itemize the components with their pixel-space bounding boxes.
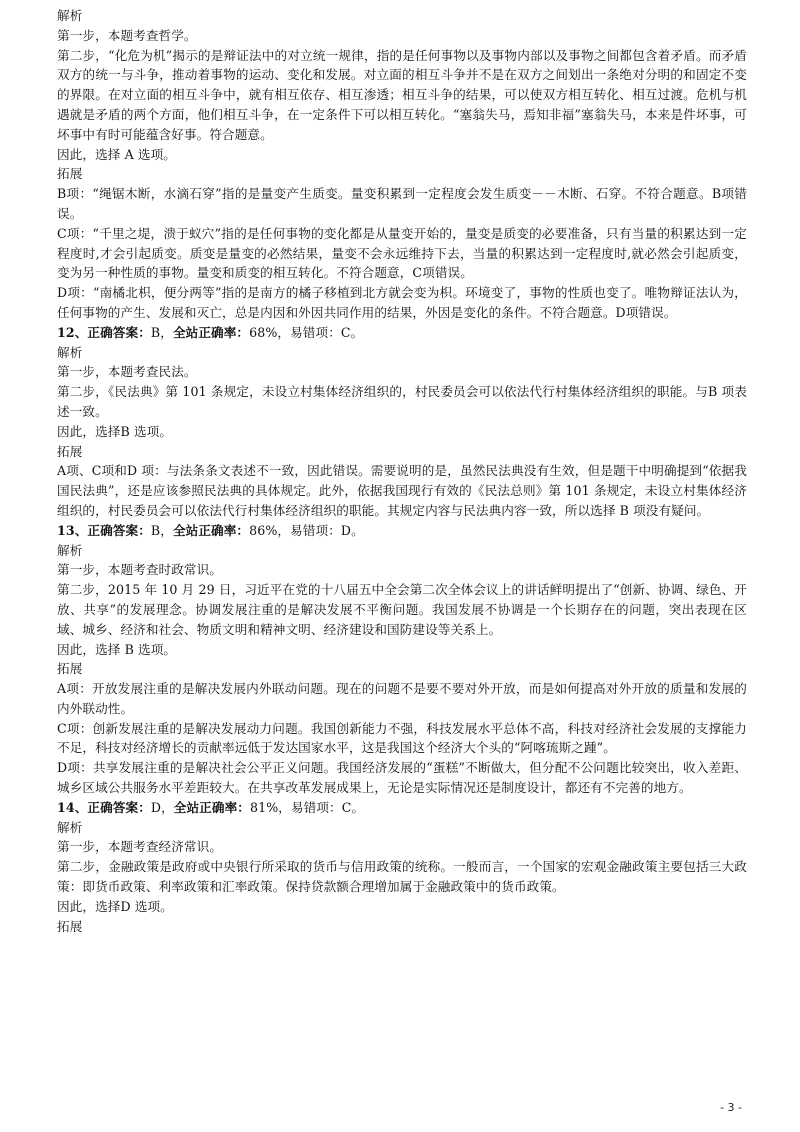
paragraph: B项：“绳锯木断，水滴石穿”指的是量变产生质变。量变积累到一定程度会发生质变－－木断、石穿。不符合题意。B项错误。: [57, 186, 747, 221]
paragraph: 因此，选择D 选项。: [57, 898, 173, 914]
paragraph: 第一步，本题考查民法。: [57, 364, 197, 380]
paragraph: 第二步，《民法典》第 101 条规定，未设立村集体经济组织的，村民委员会可以依法代行村集体经济组织的职能。与B 项表述一致。: [57, 384, 747, 419]
section-label: 解析: [57, 542, 83, 558]
paragraph: 因此，选择B 选项。: [57, 423, 173, 439]
answer-value: B，: [150, 324, 173, 340]
answer-heading: [57, 323, 747, 343]
section-label: 拓展: [57, 918, 83, 934]
section-label: 拓展: [57, 661, 83, 677]
paragraph: 第一步，本题考查哲学。: [57, 27, 197, 43]
document-body: [57, 6, 747, 936]
section-label: 拓展: [57, 166, 83, 182]
paragraph: 因此，选择 B 选项。: [57, 641, 177, 657]
page-number: - 3 -: [720, 1101, 742, 1114]
paragraph: C项：创新发展注重的是解决发展动力问题。我国创新能力不强，科技发展水平总体不高，科技对经济社会发展的支撑能力不足，科技对经济增长的贡献率远低于发达国家水平，这是我国这个经济大个头的“阿喀琉斯之踵”。: [57, 720, 747, 756]
accuracy-value: 86%，易错项：D。: [249, 522, 364, 538]
paragraph: D项：共享发展注重的是解决社会公平正义问题。我国经济发展的“蛋糕”不断做大，但分配不公问题比较突出，收入差距、城乡区域公共服务水平差距较大。在共享改革发展成果上，无论是实际情况还是制度设计，都还有不完善的地方。: [57, 760, 747, 796]
section-label: 解析: [57, 819, 83, 835]
section-label: 拓展: [57, 443, 83, 459]
accuracy-label: 全站正确率：: [172, 522, 250, 538]
paragraph: A项：开放发展注重的是解决发展内外联动问题。现在的问题不是要不要对外开放，而是如何提高对外开放的质量和发展的内外联动性。: [57, 681, 747, 716]
answer-heading: [57, 521, 747, 541]
paragraph: 第二步，“化危为机”揭示的是辩证法中的对立统一规律，指的是任何事物以及事物内部以及事物之间都包含着矛盾。而矛盾双方的统一与斗争，推动着事物的运动、变化和发展。对立面的相互斗争并不是在双方之间划出一条绝对分明的和固定不变的界限。在对立面的相互斗争中，就有相互依存、相互渗透；相互斗争的结果，可以使双方相互转化、相互过渡。危机与机遇就是矛盾的两个方面，他们相互斗争，在一定条件下可以相互转化。“塞翁失马，焉知非福”塞翁失马，本来是件坏事，可坏事中有时可能蕴含好事。符合题意。: [57, 47, 747, 142]
section-label: 解析: [57, 8, 83, 23]
paragraph: 因此，选择 A 选项。: [57, 146, 176, 162]
answer-value: D，: [150, 799, 174, 815]
accuracy-label: 全站正确率：: [172, 324, 250, 340]
answer-value: B，: [150, 522, 173, 538]
answer-label: 14、正确答案：: [57, 799, 151, 815]
accuracy-label: 全站正确率：: [173, 799, 250, 815]
section-label: 解析: [57, 344, 83, 360]
paragraph: 第一步，本题考查经济常识。: [57, 839, 223, 855]
paragraph: 第二步，2015 年 10 月 29 日，习近平在党的十八届五中全会第二次全体会议上的讲话鲜明提出了“创新、协调、绿色、开放、共享”的发展理念。协调发展注重的是解决发展不平衡问题。我国发展不协调是一个长期存在的问题，突出表现在区域、城乡、经济和社会、物质文明和精神文明、经济建设和国防建设等关系上。: [57, 582, 747, 637]
paragraph: D项：“南橘北枳，便分两等”指的是南方的橘子移植到北方就会变为枳。环境变了，事物的性质也变了。唯物辩证法认为，任何事物的产生、发展和灭亡，总是内因和外因共同作用的结果，外因是变化的条件。不符合题意。D项错误。: [57, 285, 747, 320]
paragraph: A项、C项和D 项：与法条条文表述不一致，因此错误。需要说明的是，虽然民法典没有生效，但是题干中明确提到“依据我国民法典”，还是应该参照民法典的具体规定。此外，依据我国现行有效的《民法总则》第 101 条规定，未设立村集体经济组织的，村民委员会可以依法代行村集体经济组织的职能。其规定内容与民法典内容一致，所以选择 B 项没有疑问。: [57, 463, 747, 518]
paragraph: 第一步，本题考查时政常识。: [57, 562, 223, 578]
paragraph: C项：“千里之堤，溃于蚁穴”指的是任何事物的变化都是从量变开始的，量变是质变的必要准备，只有当量的积累达到一定程度时,才会引起质变。质变是量变的必然结果，量变不会永远维持下去，当量的积累达到一定程度时,就必然会引起质变，变为另一种性质的事物。量变和质变的相互转化。不符合题意，C项错误。: [57, 225, 747, 281]
answer-label: 13、正确答案：: [57, 522, 151, 538]
answer-label: 12、正确答案：: [57, 324, 151, 340]
accuracy-value: 68%，易错项：C。: [249, 324, 364, 340]
answer-heading: [57, 798, 747, 818]
accuracy-value: 81%，易错项：C。: [249, 799, 365, 815]
paragraph: 第二步，金融政策是政府或中央银行所采取的货币与信用政策的统称。一般而言，一个国家的宏观金融政策主要包括三大政策：即货币政策、利率政策和汇率政策。保持贷款额合理增加属于金融政策中的货币政策。: [57, 859, 747, 895]
